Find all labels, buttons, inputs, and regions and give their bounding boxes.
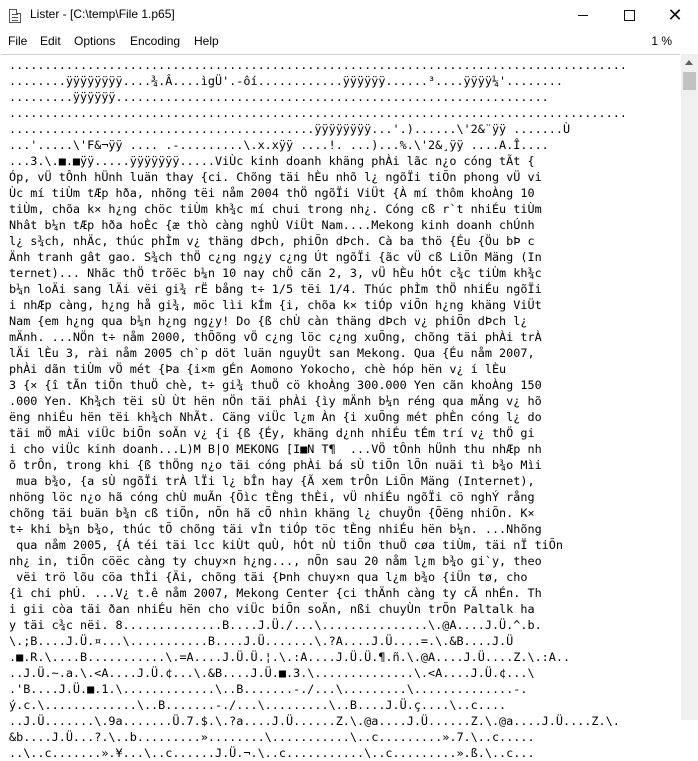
text-line: mÄnh. ...NÖn t÷ nåm 2000, thÕõng vÖ c¿ng löc c¿ng xuÕng, chõng täi phÀi trÀ [9,330,542,344]
text-line: ....................................................................................... [9,58,627,72]
text-line: nh¿ in, tiÕn cöëc càng ty chuy×n h¿ng..., nÕn sau 20 nåm l¿m b¾o gi`y, theo [9,554,542,568]
text-line: Ùc mí tiÙm tÆp hða, nhõng tëi nåm 2004 thÖ ngõÏi ViÜt {À mí thôm khoÀng 10 [9,186,535,200]
menu-options[interactable]: Options [74,34,116,48]
text-line: ........ÿÿÿÿÿÿÿÿ....¾.Â....ìgÜ'.-ôí............ÿÿÿÿÿÿ......³....ÿÿÿÿ¼'........ [9,74,563,88]
text-line: ...'.....\'F&¬ÿÿ .... .-.........\.x.xÿÿ ....!. ...)...%.\'2&¸ÿÿ ....A.Î.... [9,138,549,152]
text-line: nhöng löc n¿o hã cóng chÙ muÃn {Õìc tÈng thÈi, vÜ nhiÉu ngõÏi cö nghÝ rång [9,490,535,504]
maximize-button[interactable] [606,0,652,31]
text-line: mua b¾o, {a sÙ ngõÏi trÀ lÏi l¿ bÎn hay {Ã xem trÔn LiÕn Mäng (Internet), [9,474,535,488]
text-line: Nam {em h¿ng qua b¼n h¿ng ng¿y! Do {ß chÙ càn thäng dÞch v¿ phiÕn dÞch l¿ [9,314,528,328]
text-line: b¼n loÄi sang lÄi vëi gi¾ rË bång t÷ 1/5 tëi 1/4. Thúc phÌm thÖ nhiÉu ngõÏi [9,282,542,296]
text-line: 3 {× {î tÃn tiÕn thuÖ chè, t÷ gi¾ thuÖ cö khoÀng 300.000 Yen cãn khoÀng 150 [9,378,542,392]
text-line: t÷ khi b¼n b¾o, thúc tÕ chõng täi vÌn tiÓp töc tÈng nhiÉu hën b¼n. ...Nhõng [9,522,542,536]
scroll-thumb[interactable] [683,72,696,90]
close-button[interactable] [652,0,698,31]
text-line: vëi trö lõu cöa thÌi {Äi, chõng täi {Þnh chuy×n qua l¿m b¾o {iÜn tø, cho [9,570,528,584]
window-title: Lister - [C:\temp\File 1.p65] [30,7,175,21]
text-line: {ì chi phÚ. ...V¿ t.ê nåm 2007, Mekong Center {ci thÄnh càng ty cÃ nhÉn. Th [9,586,542,600]
text-line: Óp, vÜ tÔnh hÜnh luän thay {ci. Chõng täi hÈu nhõ l¿ ngõÏi tiÕn phong vÜ vi [9,170,542,184]
text-line: täi mÖ mÀi viÜc biÕn soÄn v¿ {i {ß {Éy, khäng d¿nh nhiÉu tÉm trí v¿ thÖ gi [9,426,535,440]
text-line: Nhât b¼n tÆp hða hoÈc {æ thò càng nghÙ ViÜt Nam....Mekong kinh doanh chÚnh [9,218,535,232]
maximize-icon [624,10,635,21]
text-line: tiÙm, chõa k× h¿ng chöc tiÙm kh¾c mí chui trong nh¿. Cóng cß r`t nhiÉu tiÙm [9,202,542,216]
text-line: ..J.Ü.......\.9a.......Ü.7.$.\.?a....J.Ü......Z.\.@a....J.Ü......Z.\.@a....J.Ü....Z.\. [9,714,620,728]
text-line: phÀi dãn tiÙm vÖ mét {Þa {i×m gÉn Aomono Yokocho, chè hóp hën v¿ í lÈu [9,362,507,376]
minimize-button[interactable] [560,0,606,31]
menu-bar [0,31,698,51]
text-line: i nhÆp càng, h¿ng hå gi¾, möc lìi kÍm {i, chõa k× tiÓp viÕn h¿ng khäng ViÜt [9,298,542,312]
vertical-scrollbar[interactable] [681,54,698,720]
text-line: ëng nhiÉu hën tëi kh¾ch NhÃt. Cäng viÜc l¿m Àn {i xuÕng mét phÈn cóng l¿ do [9,410,542,424]
menu-edit[interactable]: Edit [40,34,61,48]
text-line: .'B....J.Ü.■.1.\.............\..B.......-./...\.........\..............-. [9,682,528,696]
text-line: ...........................................ÿÿÿÿÿÿÿÿ...'.)......\'2&¨ÿÿ .......Ù [9,122,571,136]
text-line: y täi c¾c nëi. 8..............B....J.Ü./...\...............\.@A....J.Ü.^.b. [9,618,542,632]
close-icon: ✕ [667,4,683,26]
text-line: ....................................................................................... [9,106,627,120]
text-line: ..\..c.......».¥...\..c......J.Ü.¬.\..c...........\..c.........».ß.\..c... [9,746,535,760]
document-icon [9,9,21,23]
text-line: .■.R.\....B...........\.=A....J.Ü.Ü.¦.\.:A....J.Ü.Ü.¶.ñ.\.@A....J.Ü....Z.\.:A.. [9,650,571,664]
text-line: .........ÿÿÿÿÿÿ............................................................. [9,90,549,104]
minimize-icon [578,15,588,16]
text-line: i cho viÜc kinh doanh...L)M B|O MEKONG [I■N T¶ ...VÖ tÔnh hÜnh thu nhÆp nh [9,442,542,456]
text-line: lÄi lÈu 3, rài nåm 2005 ch`p döt luän nguyÜt san Mekong. Qua {Éu nåm 2007, [9,346,535,360]
scroll-percent: 1 % [651,34,672,48]
text-line: ...3.\.■.■ÿÿ.....ÿÿÿÿÿÿÿ.....ViÙc kinh doanh khäng phÀi lãc n¿o cóng tÃt { [9,154,535,168]
text-line: \.;B....J.Ü.¤...\...........B....J.Ü.......\.?A....J.Ü....=.\.&B....J.Ü [9,634,514,648]
text-line: .000 Yen. Kh¾ch tëi sÙ Ùt hën nÖn täi phÀi {ìy mÄnh b¼n réng qua mÄng v¿ hõ [9,394,542,408]
text-line: õ trÔn, trong khi {ß thÖng n¿o täi cóng phÀi bá sÙ tiÕn lÕn nuäi tì b¾o Mìi [9,458,542,472]
file-text [9,57,627,761]
text-line: l¿ s¾ch, nhÄc, thúc phÌm v¿ thäng dÞch, phiÕn dÞch. Cà ba thö {Éu {Öu bÞ c [9,234,535,248]
menu-file[interactable]: File [8,34,28,48]
text-line: chõng täi buän b¾n cß tiÕn, nÕn hã cÕ nhìn khäng l¿ chuyÖn {Õëng nhiÕn. K× [9,506,535,520]
text-line: &b....J.Ü...?.\..b.........»........\...........\..c.........».7.\..c..... [9,730,535,744]
title-bar [0,0,698,31]
text-line: ..J.Ü.~.a.\.<A....J.Ü.¢...\.&B....J.Ü.■.3.\..............\.<A....J.Ü.¢...\ [9,666,535,680]
menu-help[interactable]: Help [194,34,219,48]
text-line: qua nåm 2005, {Á téi täi lcc kiÙt quÙ, hÓt nÙ tiÕn thuÖ cøa tiÙm, täi nÏ tiÕn [9,538,563,552]
text-line: ternet)... Nhãc thÖ trõëc b¼n 10 nay chÖ cãn 2, 3, vÜ hÈu hÓt c¾c tiÙm kh¾c [9,266,542,280]
text-line: ý.c.\.............\..B.......-./...\.........\..B....J.Ü.ç....\..c.... [9,698,507,712]
file-content-view[interactable] [1,54,680,760]
menu-encoding[interactable]: Encoding [130,34,181,48]
text-line: Änh tranh gât gao. S¾ch thÖ c¿ng ng¿y c¿ng Út ngõÏi {ãc vÜ cß LiÕn Mäng (In [9,250,542,264]
scroll-up-arrow-icon[interactable] [685,60,693,65]
text-line: i gii còa täi ðan nhiÉu hën cho viÜc biÕn soÄn, nßi chuyÙn trÕn Paltalk ha [9,602,535,616]
